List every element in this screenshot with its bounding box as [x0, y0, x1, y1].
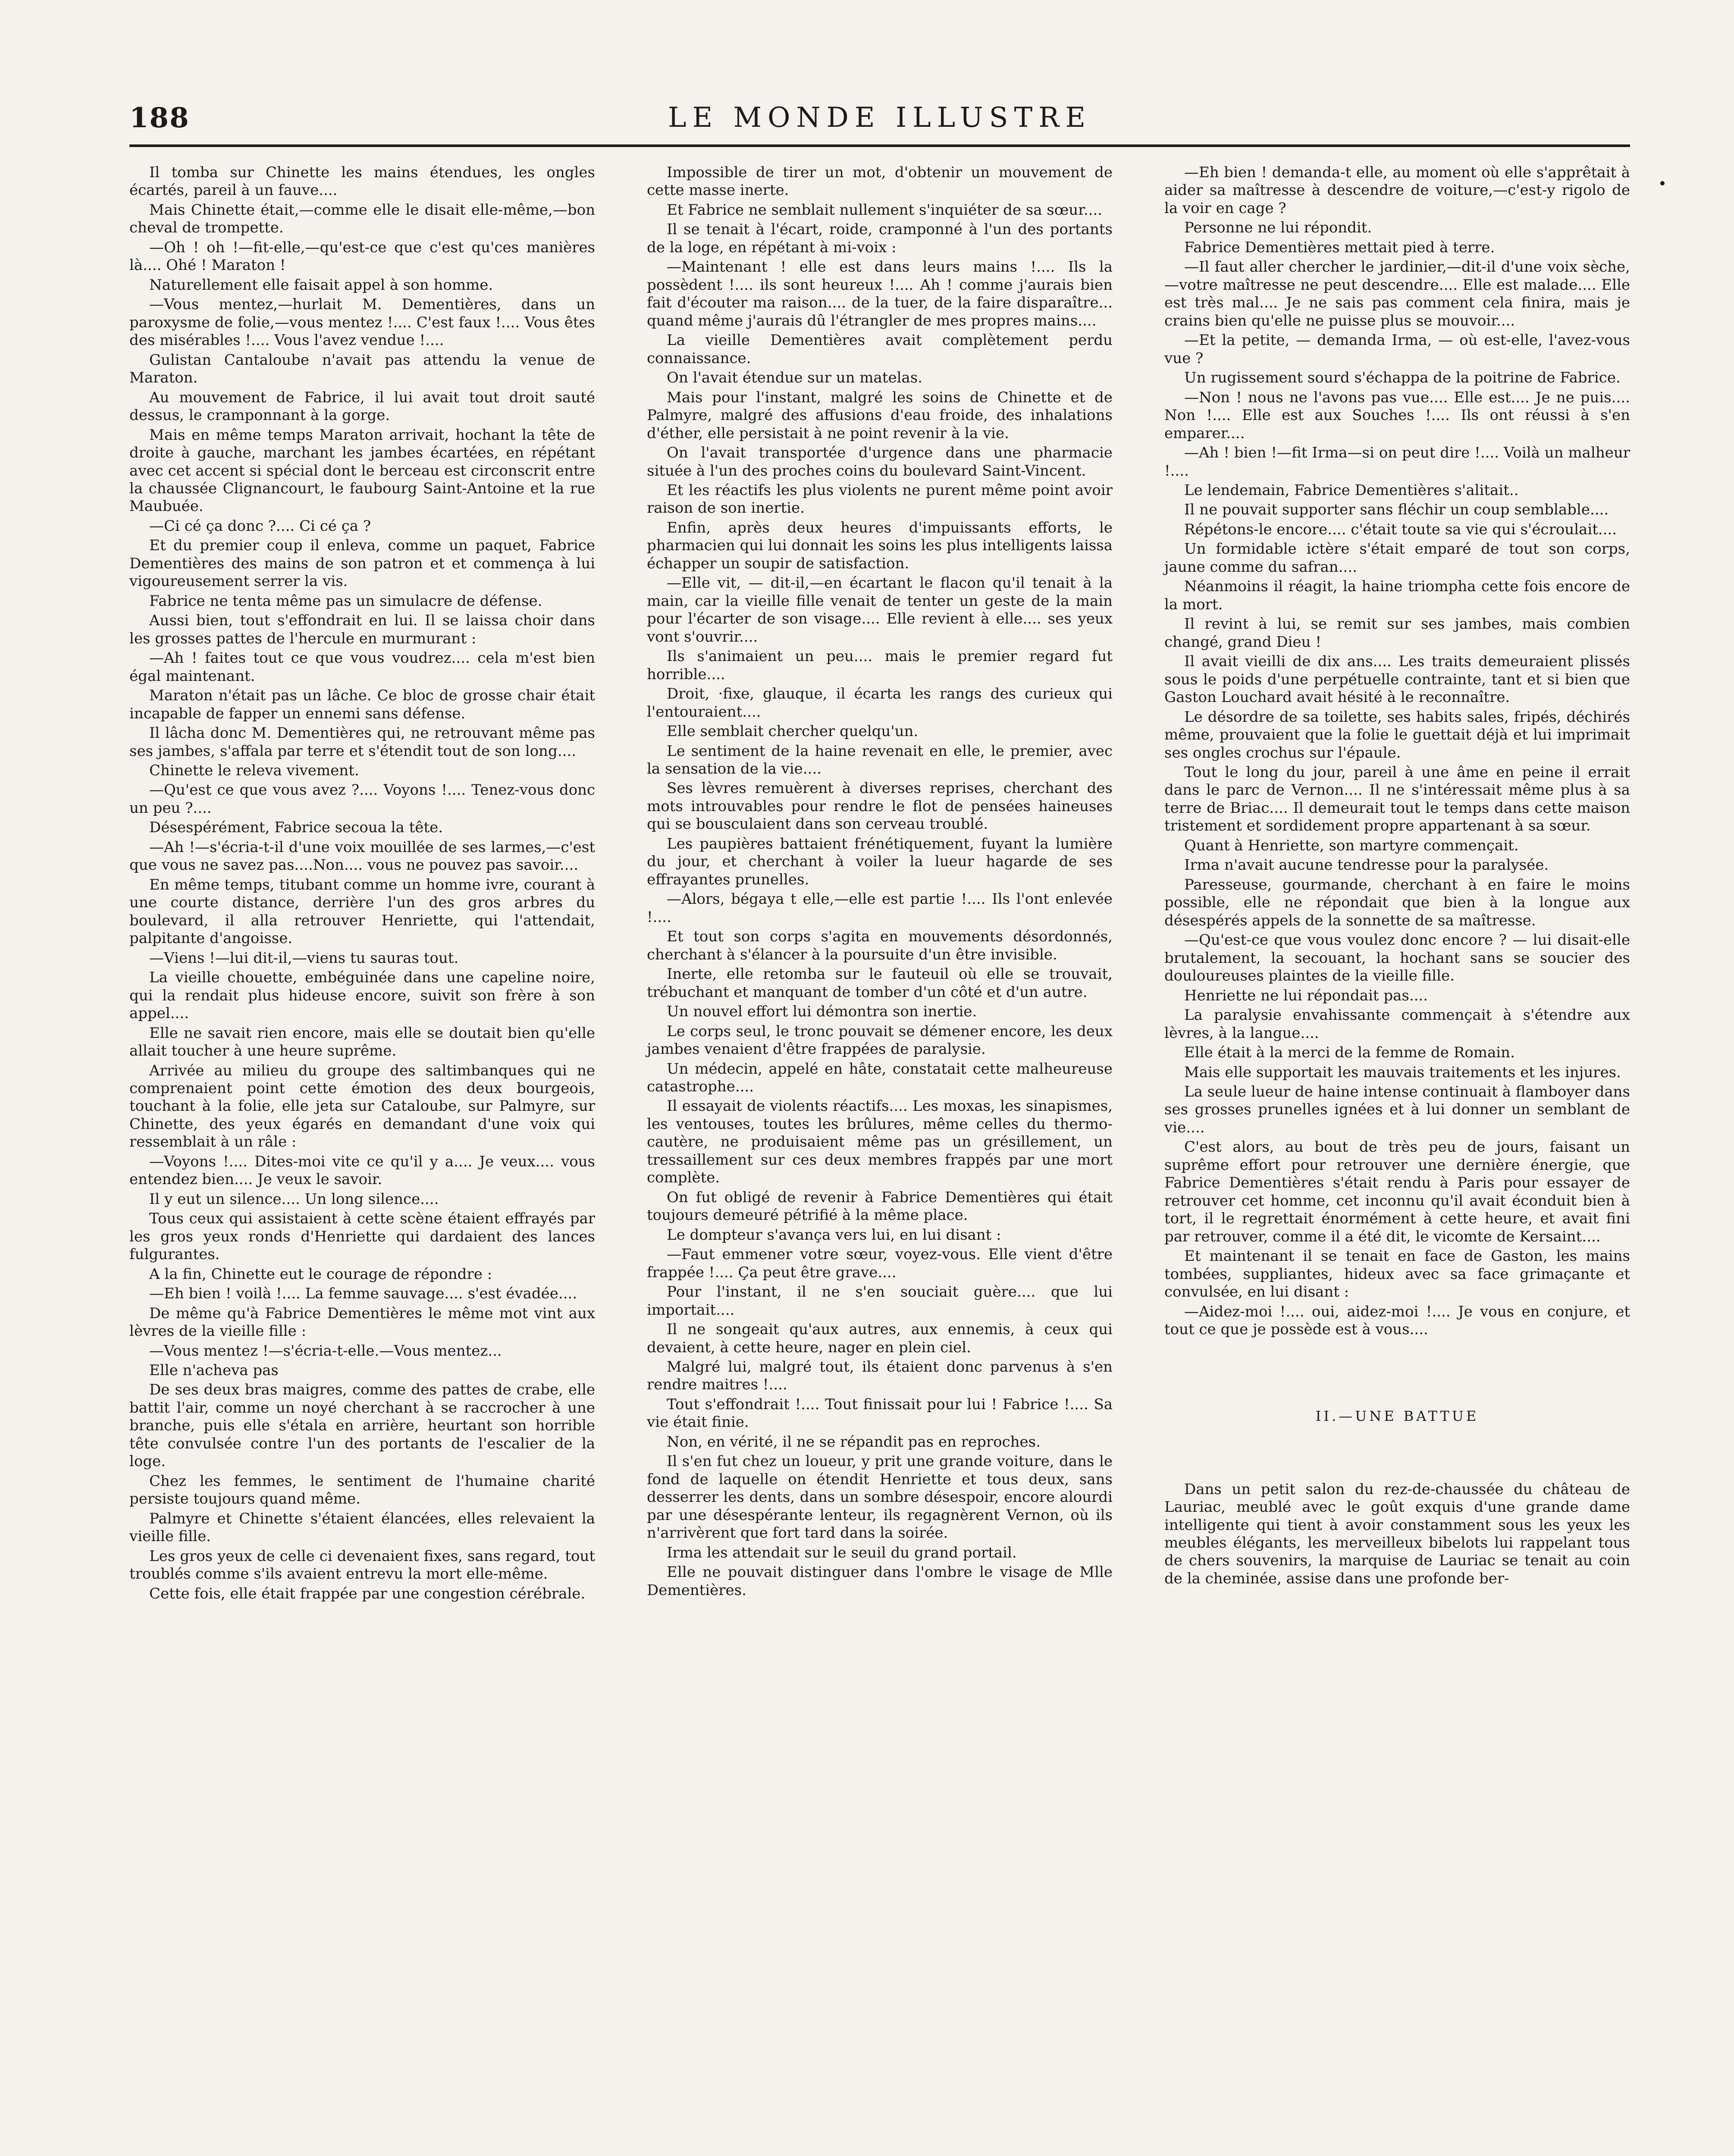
paragraph: Un formidable ictère s'était emparé de tout son corps, jaune comme du safran.... — [1164, 540, 1630, 576]
paragraph: La vieille chouette, embéguinée dans une capeline noire, qui la rendait plus hideuse encore, suivit son frère à son appel.... — [129, 969, 595, 1022]
paragraph: Désespérément, Fabrice secoua la tête. — [149, 819, 443, 837]
header-rule — [129, 144, 1630, 147]
paragraph: Les paupières battaient frénétiquement, fuyant la lumière du jour, et cherchant à voiler la lueur hagarde de ses effrayantes prunelles. — [647, 835, 1113, 888]
paragraph: Il tomba sur Chinette les mains étendues, les ongles écartés, pareil à un fauve.... — [129, 164, 595, 199]
paragraph: On l'avait transportée d'urgence dans une pharmacie située à l'un des proches coins du boulevard Saint-Vincent. — [647, 444, 1113, 479]
paragraph: Personne ne lui répondit. — [1184, 219, 1372, 237]
paragraph: Tout s'effondrait !.... Tout finissait pour lui ! Fabrice !.... Sa vie était finie. — [647, 1395, 1113, 1431]
paragraph: Il essayait de violents réactifs.... Les moxas, les sinapismes, les ventouses, toutes les brûlures, même celles du thermo-cautère, ne produisaient même pas un grésillement, un tressaillement sur ces deux membres frappés par une mort complète. — [647, 1097, 1113, 1187]
paragraph: Elle ne pouvait distinguer dans l'ombre le visage de Mlle Dementières. — [647, 1564, 1113, 1599]
paragraph: De même qu'à Fabrice Dementières le même mot vint aux lèvres de la vieille fille : — [129, 1304, 595, 1340]
paragraph: —Viens !—lui dit-il,—viens tu sauras tout. — [149, 949, 459, 967]
paragraph: Maraton n'était pas un lâche. Ce bloc de grosse chair était incapable de fapper un ennemi sans défense. — [129, 687, 595, 722]
paragraph: Répétons-le encore.... c'était toute sa vie qui s'écroulait.... — [1184, 520, 1617, 538]
paragraph: —Maintenant ! elle est dans leurs mains !.... Ils la possèdent !.... ils sont heureux !.... Ah ! comme j'aurais bien fait d'écouter ma raison.... de la tuer, de la faire disparaître... quand même j'aurais dû l'étrangler de mes propres mains.... — [647, 258, 1113, 329]
paragraph: Il lâcha donc M. Dementières qui, ne retrouvant même pas ses jambes, s'affala par terre et s'étendit tout de son long.... — [129, 724, 595, 760]
paragraph: Henriette ne lui répondait pas.... — [1184, 987, 1428, 1004]
page-header — [129, 102, 1630, 149]
paragraph: Le sentiment de la haine revenait en elle, le premier, avec la sensation de la vie.... — [647, 742, 1113, 777]
paragraph: Il avait vieilli de dix ans.... Les traits demeuraient plissés sous le poids d'une perpétuelle contrainte, tant et si bien que Gaston Louchard avait hésité à le reconnaître. — [1164, 653, 1630, 706]
margin-dot — [1660, 181, 1665, 185]
text-column-1 — [129, 164, 595, 1604]
paragraph: —Il faut aller chercher le jardinier,—dit-il d'une voix sèche,—votre maîtresse ne peut descendre.... Elle est malade.... Elle est très mal.... Je ne sais pas comment cela finira, mais je crains bien qu'elle ne puisse plus se mouvoir.... — [1164, 258, 1630, 329]
paragraph: —Eh bien ! voilà !.... La femme sauvage.... s'est évadée.... — [149, 1285, 577, 1303]
paragraph: Et Fabrice ne semblait nullement s'inquiéter de sa sœur.... — [667, 201, 1102, 219]
paragraph: —Qu'est-ce que vous voulez donc encore ? — lui disait-elle brutalement, la secouant, la hochant sans se soucier des douloureuses plaintes de la vieille fille. — [1164, 931, 1630, 985]
paragraph: Tout le long du jour, pareil à une âme en peine il errait dans le parc de Vernon.... Il ne s'intéressait même plus à sa terre de Briac.... Il demeurait tout le temps dans cette maison tristement et sordidement propre appartenant à sa sœur. — [1164, 764, 1630, 835]
paragraph: Et maintenant il se tenait en face de Gaston, les mains tombées, suppliantes, hideux avec sa face grimaçante et convulsée, en lui disant : — [1164, 1247, 1630, 1301]
paragraph: Mais pour l'instant, malgré les soins de Chinette et de Palmyre, malgré des affusions d'eau froide, des inhalations d'éther, elle persistait à ne point revenir à la vie. — [647, 389, 1113, 442]
paragraph: —Eh bien ! demanda-t elle, au moment où elle s'apprêtait à aider sa maîtresse à descendre de voiture,—c'est-y rigolo de la voir en cage ? — [1164, 164, 1630, 217]
paragraph: Mais Chinette était,—comme elle le disait elle-même,—bon cheval de trompette. — [129, 201, 595, 237]
paragraph: On fut obligé de revenir à Fabrice Dementières qui était toujours demeuré pétrifié à la même place. — [647, 1188, 1113, 1224]
paragraph: Fabrice ne tenta même pas un simulacre de défense. — [149, 592, 542, 610]
paragraph: Elle ne savait rien encore, mais elle se doutait bien qu'elle allait toucher à une heure suprême. — [129, 1024, 595, 1060]
paragraph: —Ah ! faites tout ce que vous voudrez.... cela m'est bien égal maintenant. — [129, 649, 595, 685]
paragraph: Le lendemain, Fabrice Dementières s'alitait.. — [1184, 481, 1519, 499]
paragraph: Arrivée au milieu du groupe des saltimbanques qui ne comprenaient point cette émotion des deux bourgeois, touchant à la folie, elle jeta sur Cataloube, sur Palmyre, sur Chinette, des yeux égarés en demandant d'une voix qui ressemblait à un râle : — [129, 1062, 595, 1151]
paragraph: Irma les attendait sur le seuil du grand portail. — [667, 1544, 1017, 1561]
paragraph: Elle semblait chercher quelqu'un. — [667, 723, 919, 740]
paragraph: —Alors, bégaya t elle,—elle est partie !.... Ils l'ont enlevée !.... — [647, 890, 1113, 926]
paragraph: —Vous mentez !—s'écria-t-elle.—Vous mentez... — [149, 1342, 502, 1360]
paragraph: Le désordre de sa toilette, ses habits sales, fripés, déchirés même, prouvaient que la folie le guettait déjà et lui imprimait ses ongles crochus sur l'épaule. — [1164, 708, 1630, 761]
paragraph: Aussi bien, tout s'effondrait en lui. Il se laissa choir dans les grosses pattes de l'hercule en murmurant : — [129, 612, 595, 647]
paragraph: Il revint à lui, se remit sur ses jambes, mais combien changé, grand Dieu ! — [1164, 615, 1630, 651]
paragraph: Inerte, elle retomba sur le fauteuil où elle se trouvait, trébuchant et manquant de tomber d'un côté et d'un autre. — [647, 965, 1113, 1001]
paragraph: Le corps seul, le tronc pouvait se démener encore, les deux jambes venaient d'être frappées de paralysie. — [647, 1022, 1113, 1058]
paragraph: En même temps, titubant comme un homme ivre, courant à une courte distance, derrière l'un des gros arbres du boulevard, il alla retrouver Henriette, qui l'attendait, palpitante d'angoisse. — [129, 876, 595, 947]
paragraph: Il y eut un silence.... Un long silence.... — [149, 1190, 439, 1208]
paragraph: Il s'en fut chez un loueur, y prit une grande voiture, dans le fond de laquelle on étendit Henriette et tous deux, sans desserrer les dents, dans un sombre désespoir, encore alourdi par une désespérante lenteur, ils regagnèrent Vernon, où ils n'arrivèrent que fort tard dans la soirée. — [647, 1453, 1113, 1542]
paragraph: Ils s'animaient un peu.... mais le premier regard fut horrible.... — [647, 648, 1113, 683]
paragraph: Cette fois, elle était frappée par une congestion cérébrale. — [149, 1585, 586, 1602]
paragraph: Elle n'acheva pas — [149, 1362, 279, 1379]
paragraph: Un nouvel effort lui démontra son inertie. — [667, 1003, 977, 1021]
paragraph: Ses lèvres remuèrent à diverses reprises, cherchant des mots introuvables pour rendre le flot de pensées haineuses qui se bousculaient dans son cerveau troublé. — [647, 780, 1113, 833]
paragraph: La seule lueur de haine intense continuait à flamboyer dans ses grosses prunelles ignées et à lui donner un semblant de vie.... — [1164, 1083, 1630, 1136]
paragraph: Mais elle supportait les mauvais traitements et les injures. — [1184, 1063, 1621, 1081]
paragraph: La vieille Dementières avait complètement perdu connaissance. — [647, 332, 1113, 367]
paragraph: Gulistan Cantaloube n'avait pas attendu la venue de Maraton. — [129, 351, 595, 387]
paragraph: —Qu'est ce que vous avez ?.... Voyons !.... Tenez-vous donc un peu ?.... — [129, 781, 595, 817]
paragraph: Les gros yeux de celle ci devenaient fixes, sans regard, tout troublés comme s'ils avaient entrevu la mort elle-même. — [129, 1547, 595, 1583]
paragraph: Pour l'instant, il ne s'en souciait guère.... que lui importait.... — [647, 1283, 1113, 1319]
paragraph: Chez les femmes, le sentiment de l'humaine charité persiste toujours quand même. — [129, 1472, 595, 1508]
paragraph: De ses deux bras maigres, comme des pattes de crabe, elle battit l'air, comme un noyé cherchant à se raccrocher à une branche, puis elle s'étala en arrière, heurtant son horrible tête convulsée contre l'un des portants de l'escalier de la loge. — [129, 1381, 595, 1470]
paragraph: —Ci cé ça donc ?.... Ci cé ça ? — [149, 517, 371, 535]
paragraph: A la fin, Chinette eut le courage de répondre : — [149, 1265, 492, 1283]
paragraph: Enfin, après deux heures d'impuissants efforts, le pharmacien qui lui donnait les soins les plus intelligents laissa échapper un soupir de satisfaction. — [647, 519, 1113, 572]
paragraph: Au mouvement de Fabrice, il lui avait tout droit sauté dessus, le cramponnant à la gorge. — [129, 389, 595, 424]
paragraph: Irma n'avait aucune tendresse pour la paralysée. — [1184, 856, 1549, 874]
paragraph: Mais en même temps Maraton arrivait, hochant la tête de droite à gauche, marchant les jambes écartées, en répétant avec cet accent si spécial dont le berceau est circonscrit entre la chaussée Clignancourt, le faubourg Saint-Antoine et la rue Maubuée. — [129, 426, 595, 515]
paragraph: Impossible de tirer un mot, d'obtenir un mouvement de cette masse inerte. — [647, 164, 1113, 199]
paragraph: Malgré lui, malgré tout, ils étaient donc parvenus à s'en rendre maitres !.... — [647, 1358, 1113, 1394]
paragraph: Et tout son corps s'agita en mouvements désordonnés, cherchant à s'élancer à la poursuite d'un être invisible. — [647, 928, 1113, 963]
text-column-2 — [647, 164, 1113, 1601]
paragraph: —Voyons !.... Dites-moi vite ce qu'il y a.... Je veux.... vous entendez bien.... Je veux le savoir. — [129, 1153, 595, 1188]
paragraph: —Faut emmener votre sœur, voyez-vous. Elle vient d'être frappée !.... Ça peut être grave.... — [647, 1246, 1113, 1281]
paragraph: Elle était à la merci de la femme de Romain. — [1184, 1044, 1515, 1062]
paragraph: Naturellement elle faisait appel à son homme. — [149, 276, 493, 294]
paragraph: Et du premier coup il enleva, comme un paquet, Fabrice Dementières des mains de son patron et et commença à lui vigoureusement serrer la vis. — [129, 537, 595, 590]
paragraph: Palmyre et Chinette s'étaient élancées, elles relevaient la vieille fille. — [129, 1510, 595, 1545]
paragraph: —Et la petite, — demanda Irma, — où est-elle, l'avez-vous vue ? — [1164, 332, 1630, 367]
paragraph: Le dompteur s'avança vers lui, en lui disant : — [667, 1226, 1001, 1244]
paragraph: —Non ! nous ne l'avons pas vue.... Elle est.... Je ne puis.... Non !.... Elle est aux Souches !.... Ils ont réussi à s'en emparer.... — [1164, 389, 1630, 442]
paragraph: Quant à Henriette, son martyre commençait. — [1184, 837, 1519, 854]
paragraph: Dans un petit salon du rez-de-chaussée du château de Lauriac, meublé avec le goût exquis d'une grande dame intelligente qui tient à avoir constamment sous les yeux les meubles élégants, les merveilleux bibelots lui rappelant tous de chers souvenirs, la marquise de Lauriac se tenait au coin de la cheminée, assise dans une profonde ber- — [1164, 1480, 1630, 1587]
text-column-3 — [1164, 164, 1630, 1589]
paragraph: —Oh ! oh !—fit-elle,—qu'est-ce que c'est qu'ces manières là.... Ohé ! Maraton ! — [129, 238, 595, 274]
paragraph: C'est alors, au bout de très peu de jours, faisant un suprême effort pour retrouver une dernière énergie, que Fabrice Dementières s'était rendu à Paris pour essayer de retrouver cet homme, cet inconnu qu'il avait éconduit bien à tort, il le regrettait énormément à cette heure, et avait fini par retrouver, comme il a été dit, le vicomte de Kersaint.... — [1164, 1138, 1630, 1245]
paragraph: Non, en vérité, il ne se répandit pas en reproches. — [667, 1433, 1041, 1451]
paragraph: —Ah !—s'écria-t-il d'une voix mouillée de ses larmes,—c'est que vous ne savez pas....Non.... vous ne pouvez pas savoir.... — [129, 838, 595, 874]
paragraph: —Aidez-moi !.... oui, aidez-moi !.... Je vous en conjure, et tout ce que je possède est à vous.... — [1164, 1303, 1630, 1338]
paragraph: Il ne songeait qu'aux autres, aux ennemis, à ceux qui devaient, à cette heure, nager en plein ciel. — [647, 1321, 1113, 1356]
paragraph: —Vous mentez,—hurlait M. Dementières, dans un paroxysme de folie,—vous mentez !.... C'est faux !.... Vous êtes des misérables !.... Vous l'avez vendue !.... — [129, 296, 595, 349]
paragraph: Droit, ·fixe, glauque, il écarta les rangs des curieux qui l'entouraient.... — [647, 685, 1113, 721]
paragraph: —Elle vit, — dit-il,—en écartant le flacon qu'il tenait à la main, car la vieille fille venait de tenter un geste de la main pour l'écarter de son visage.... Elle revient à elle.... ses yeux vont s'ouvrir.... — [647, 574, 1113, 646]
paragraph: Fabrice Dementières mettait pied à terre. — [1184, 238, 1495, 256]
paragraph: Il ne pouvait supporter sans fléchir un coup semblable.... — [1184, 501, 1609, 519]
paragraph: La paralysie envahissante commençait à s'étendre aux lèvres, à la langue.... — [1164, 1006, 1630, 1042]
page-number: 188 — [129, 102, 190, 134]
paragraph: Et les réactifs les plus violents ne purent même point avoir raison de son inertie. — [647, 481, 1113, 517]
paragraph: —Ah ! bien !—fit Irma—si on peut dire !.... Voilà un malheur !.... — [1164, 444, 1630, 479]
paragraph: Un médecin, appelé en hâte, constatait cette malheureuse catastrophe.... — [647, 1060, 1113, 1095]
running-title: LE MONDE ILLUSTRE — [668, 102, 1092, 134]
paragraph: Néanmoins il réagit, la haine triompha cette fois encore de la mort. — [1164, 578, 1630, 613]
paragraph: Un rugissement sourd s'échappa de la poitrine de Fabrice. — [1184, 369, 1621, 387]
section-title: II.—UNE BATTUE — [1315, 1407, 1479, 1424]
paragraph: On l'avait étendue sur un matelas. — [667, 369, 922, 387]
paragraph: Tous ceux qui assistaient à cette scène étaient effrayés par les gros yeux ronds d'Henriette qui dardaient des lances fulgurantes. — [129, 1210, 595, 1263]
paragraph: Chinette le releva vivement. — [149, 762, 359, 779]
paragraph: Paresseuse, gourmande, cherchant à en faire le moins possible, elle ne répondait que bien à la longue aux désespérés appels de la sonnette de sa maîtresse. — [1164, 876, 1630, 929]
paragraph: Il se tenait à l'écart, roide, cramponné à l'un des portants de la loge, en répétant à mi-voix : — [647, 221, 1113, 256]
